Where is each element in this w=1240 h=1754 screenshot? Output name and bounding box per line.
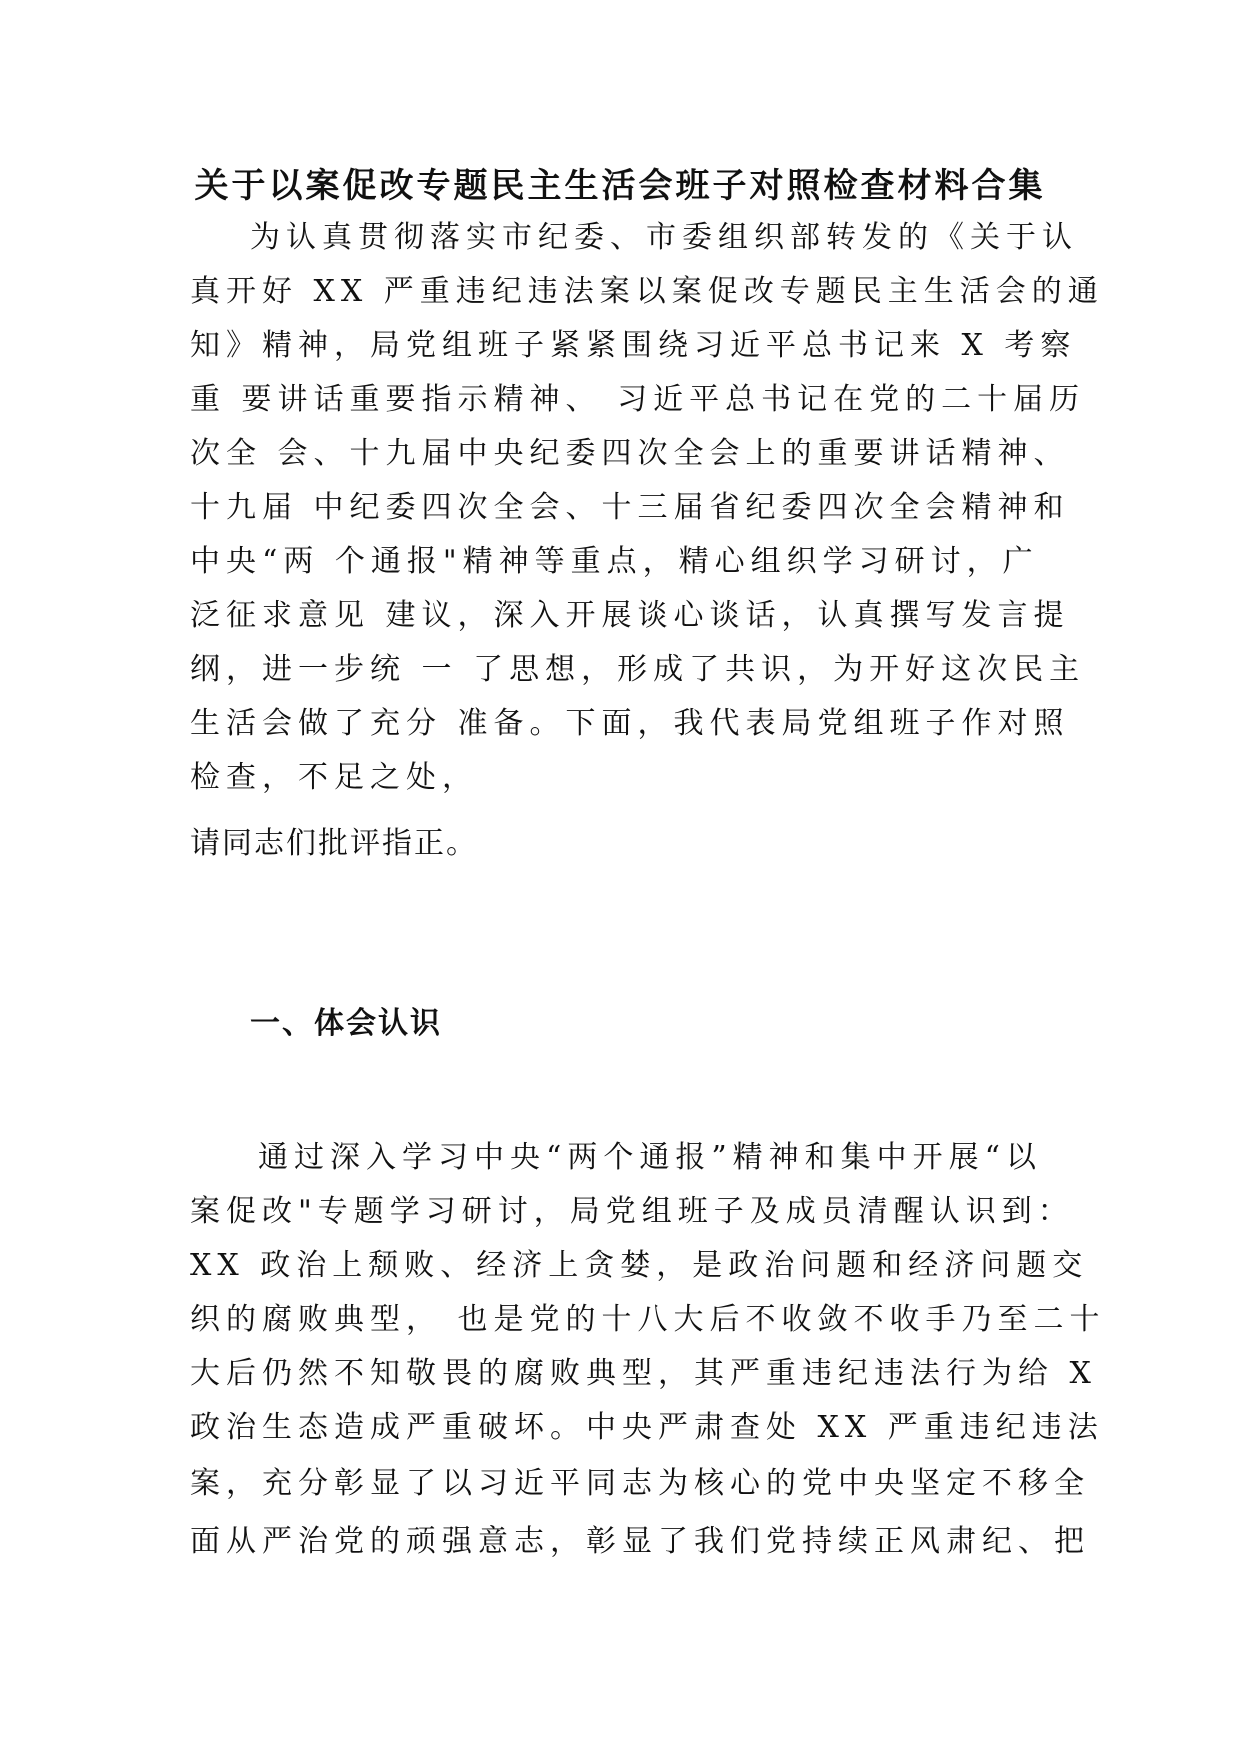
paragraph-2-line: 面从严治党的顽强意志，彰显了我们党持续正风肃纪、把 [190,1524,1090,1559]
paragraph-2-line: XX 政治上颓败、经济上贪婪，是政治问题和经济问题交 [190,1248,1089,1283]
paragraph-2-line: 通过深入学习中央“两个通报”精神和集中开展“以 [258,1140,1043,1175]
paragraph-1-line: 中央“两 个通报"精神等重点，精心组织学习研讨，广 [190,544,1039,579]
paragraph-2-line: 织的腐败典型， 也是党的十八大后不收敛不收手乃至二十 [190,1302,1106,1337]
paragraph-1-line: 知》精神，局党组班子紧紧围绕习近平总书记来 X 考察 [190,328,1077,363]
paragraph-1-line: 检查，不足之处， [190,760,478,795]
paragraph-1-line: 泛征求意见 建议，深入开展谈心谈话，认真撰写发言提 [190,598,1070,633]
paragraph-1-line: 真开好 XX 严重违纪违法案以案促改专题民主生活会的通 [190,274,1104,309]
paragraph-1-line: 为认真贯彻落实市纪委、市委组织部转发的《关于认 [250,220,1078,255]
paragraph-2-line: 大后仍然不知敬畏的腐败典型，其严重违纪违法行为给 X [190,1356,1097,1391]
document-title: 关于以案促改专题民主生活会班子对照检查材料合集 [194,166,1046,206]
closing-line: 请同志们批评指正。 [190,826,478,861]
paragraph-1-line: 生活会做了充分 准备。下面，我代表局党组班子作对照 [190,706,1070,741]
paragraph-1-line: 纲，进一步统 一 了思想，形成了共识，为开好这次民主 [190,652,1086,687]
paragraph-1-line: 十九届 中纪委四次全会、十三届省纪委四次全会精神和 [190,490,1070,525]
section-heading: 一、体会认识 [250,1006,442,1041]
paragraph-2-line: 政治生态造成严重破坏。中央严肃查处 XX 严重违纪违法 [190,1410,1104,1445]
paragraph-2-line: 案促改"专题学习研讨，局党组班子及成员清醒认识到： [190,1194,1074,1229]
paragraph-1-line: 重 要讲话重要指示精神、 习近平总书记在党的二十届历 [190,382,1086,417]
paragraph-1-line: 次全 会、十九届中央纪委四次全会上的重要讲话精神、 [190,436,1070,471]
paragraph-2-line: 案，充分彰显了以习近平同志为核心的党中央坚定不移全 [190,1466,1090,1501]
